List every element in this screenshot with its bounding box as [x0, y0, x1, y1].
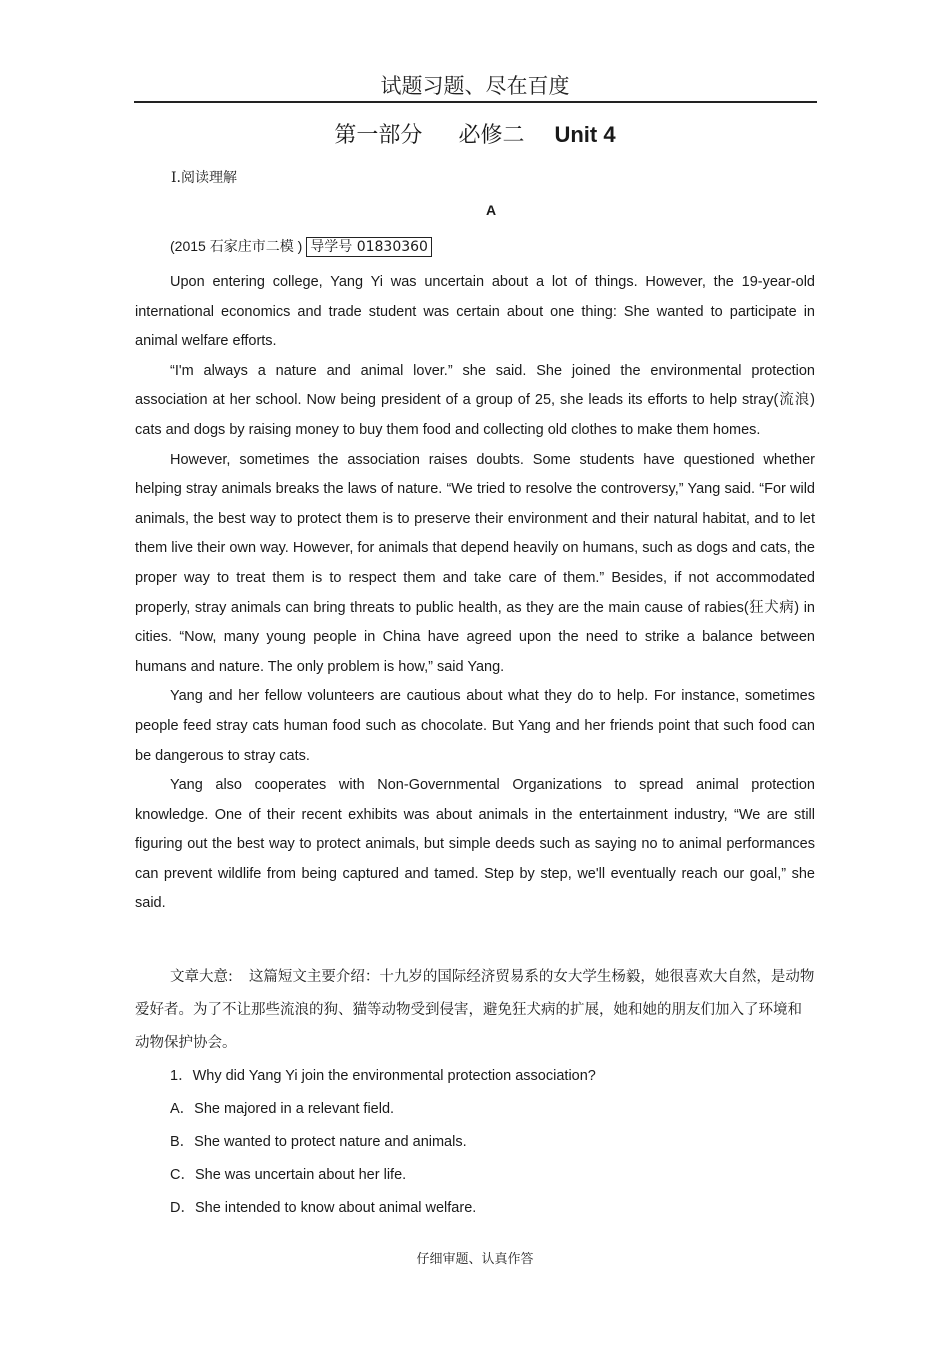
article-summary [135, 961, 815, 1060]
question-stem: 1．Why did Yang Yi join the environmental protection association? [170, 1068, 596, 1084]
source-text: (2015 石家庄市二模 ) [170, 238, 303, 254]
page-footer: 仔细审题、认真作答 [416, 1252, 534, 1267]
guide-code-box: 导学号 01830360 [306, 237, 432, 257]
book-label: 必修二 [458, 123, 525, 148]
summary-text: 这篇短文主要介绍：十九岁的国际经济贸易系的女大学生杨毅，她很喜欢大自然，是动物爱好者。为了不让那些流浪的狗、猫等动物受到侵害，避免狂犬病的扩展，她和她的朋友们加入了环境和动物保护协会。 [135, 969, 815, 1051]
page-title [0, 118, 950, 149]
paragraph: Yang also cooperates with Non-Governmental Organizations to spread animal protection knowledge. One of their recent exhibits was about animals in the entertainment industry, “We are still figuring out the best way to protect animals, but simple deeds such as saying no to animal performances can prevent wildlife from being captured and tamed. Step by step, we'll eventually reach our goal,” she said. [135, 777, 815, 912]
unit-label: Unit 4 [554, 122, 616, 147]
paragraph: Upon entering college, Yang Yi was uncertain about a lot of things. However, the 19-year-old international economics and trade student was certain about one thing: She wanted to participate in animal welfare efforts. [135, 274, 815, 350]
section-heading: Ⅰ.阅读理解 [171, 170, 237, 186]
passage-body [135, 268, 815, 919]
header-divider [134, 101, 817, 103]
passage-label: A [485, 202, 497, 218]
summary-lead: 文章大意: [170, 969, 233, 985]
paragraph: However, sometimes the association raises doubts. Some students have questioned whether helping stray animals breaks the laws of nature. “We tried to resolve the controversy,” Yang said. “For wild animals, the best way to protect them is to preserve their environment and their natural habitat, and to let them live their own way. However, for animals that depend heavily on humans, such as dogs and cats, the proper way to treat them is to respect them and take care of them.” Besides, if not accommodated properly, stray animals can bring threats to public health, as they are the main cause of rabies(狂犬病) in cities. “Now, many young people in China have agreed upon the need to strike a balance between humans and nature. The only problem is how,” said Yang. [135, 451, 815, 675]
option-d[interactable]: D．She intended to know about animal welfare. [170, 1200, 477, 1216]
page-header: 试题习题、尽在百度 [380, 74, 570, 98]
part-label: 第一部分 [334, 123, 423, 148]
paragraph: Yang and her fellow volunteers are cautious about what they do to help. For instance, sometimes people feed stray cats human food such as chocolate. But Yang and her friends point that such food can be dangerous to stray cats. [135, 688, 815, 764]
passage-source [170, 236, 432, 256]
option-a[interactable]: A．She majored in a relevant field. [170, 1101, 395, 1117]
paragraph: “I'm always a nature and animal lover.” she said. She joined the environmental protection association at her school. Now being president of a group of 25, she leads its efforts to help stray(流浪) cats and dogs by raising money to buy them food and collecting old clothes to make them homes. [135, 362, 815, 438]
option-b[interactable]: B．She wanted to protect nature and animals. [170, 1134, 467, 1150]
option-c[interactable]: C．She was uncertain about her life. [170, 1167, 407, 1183]
question-block [170, 1065, 810, 1230]
